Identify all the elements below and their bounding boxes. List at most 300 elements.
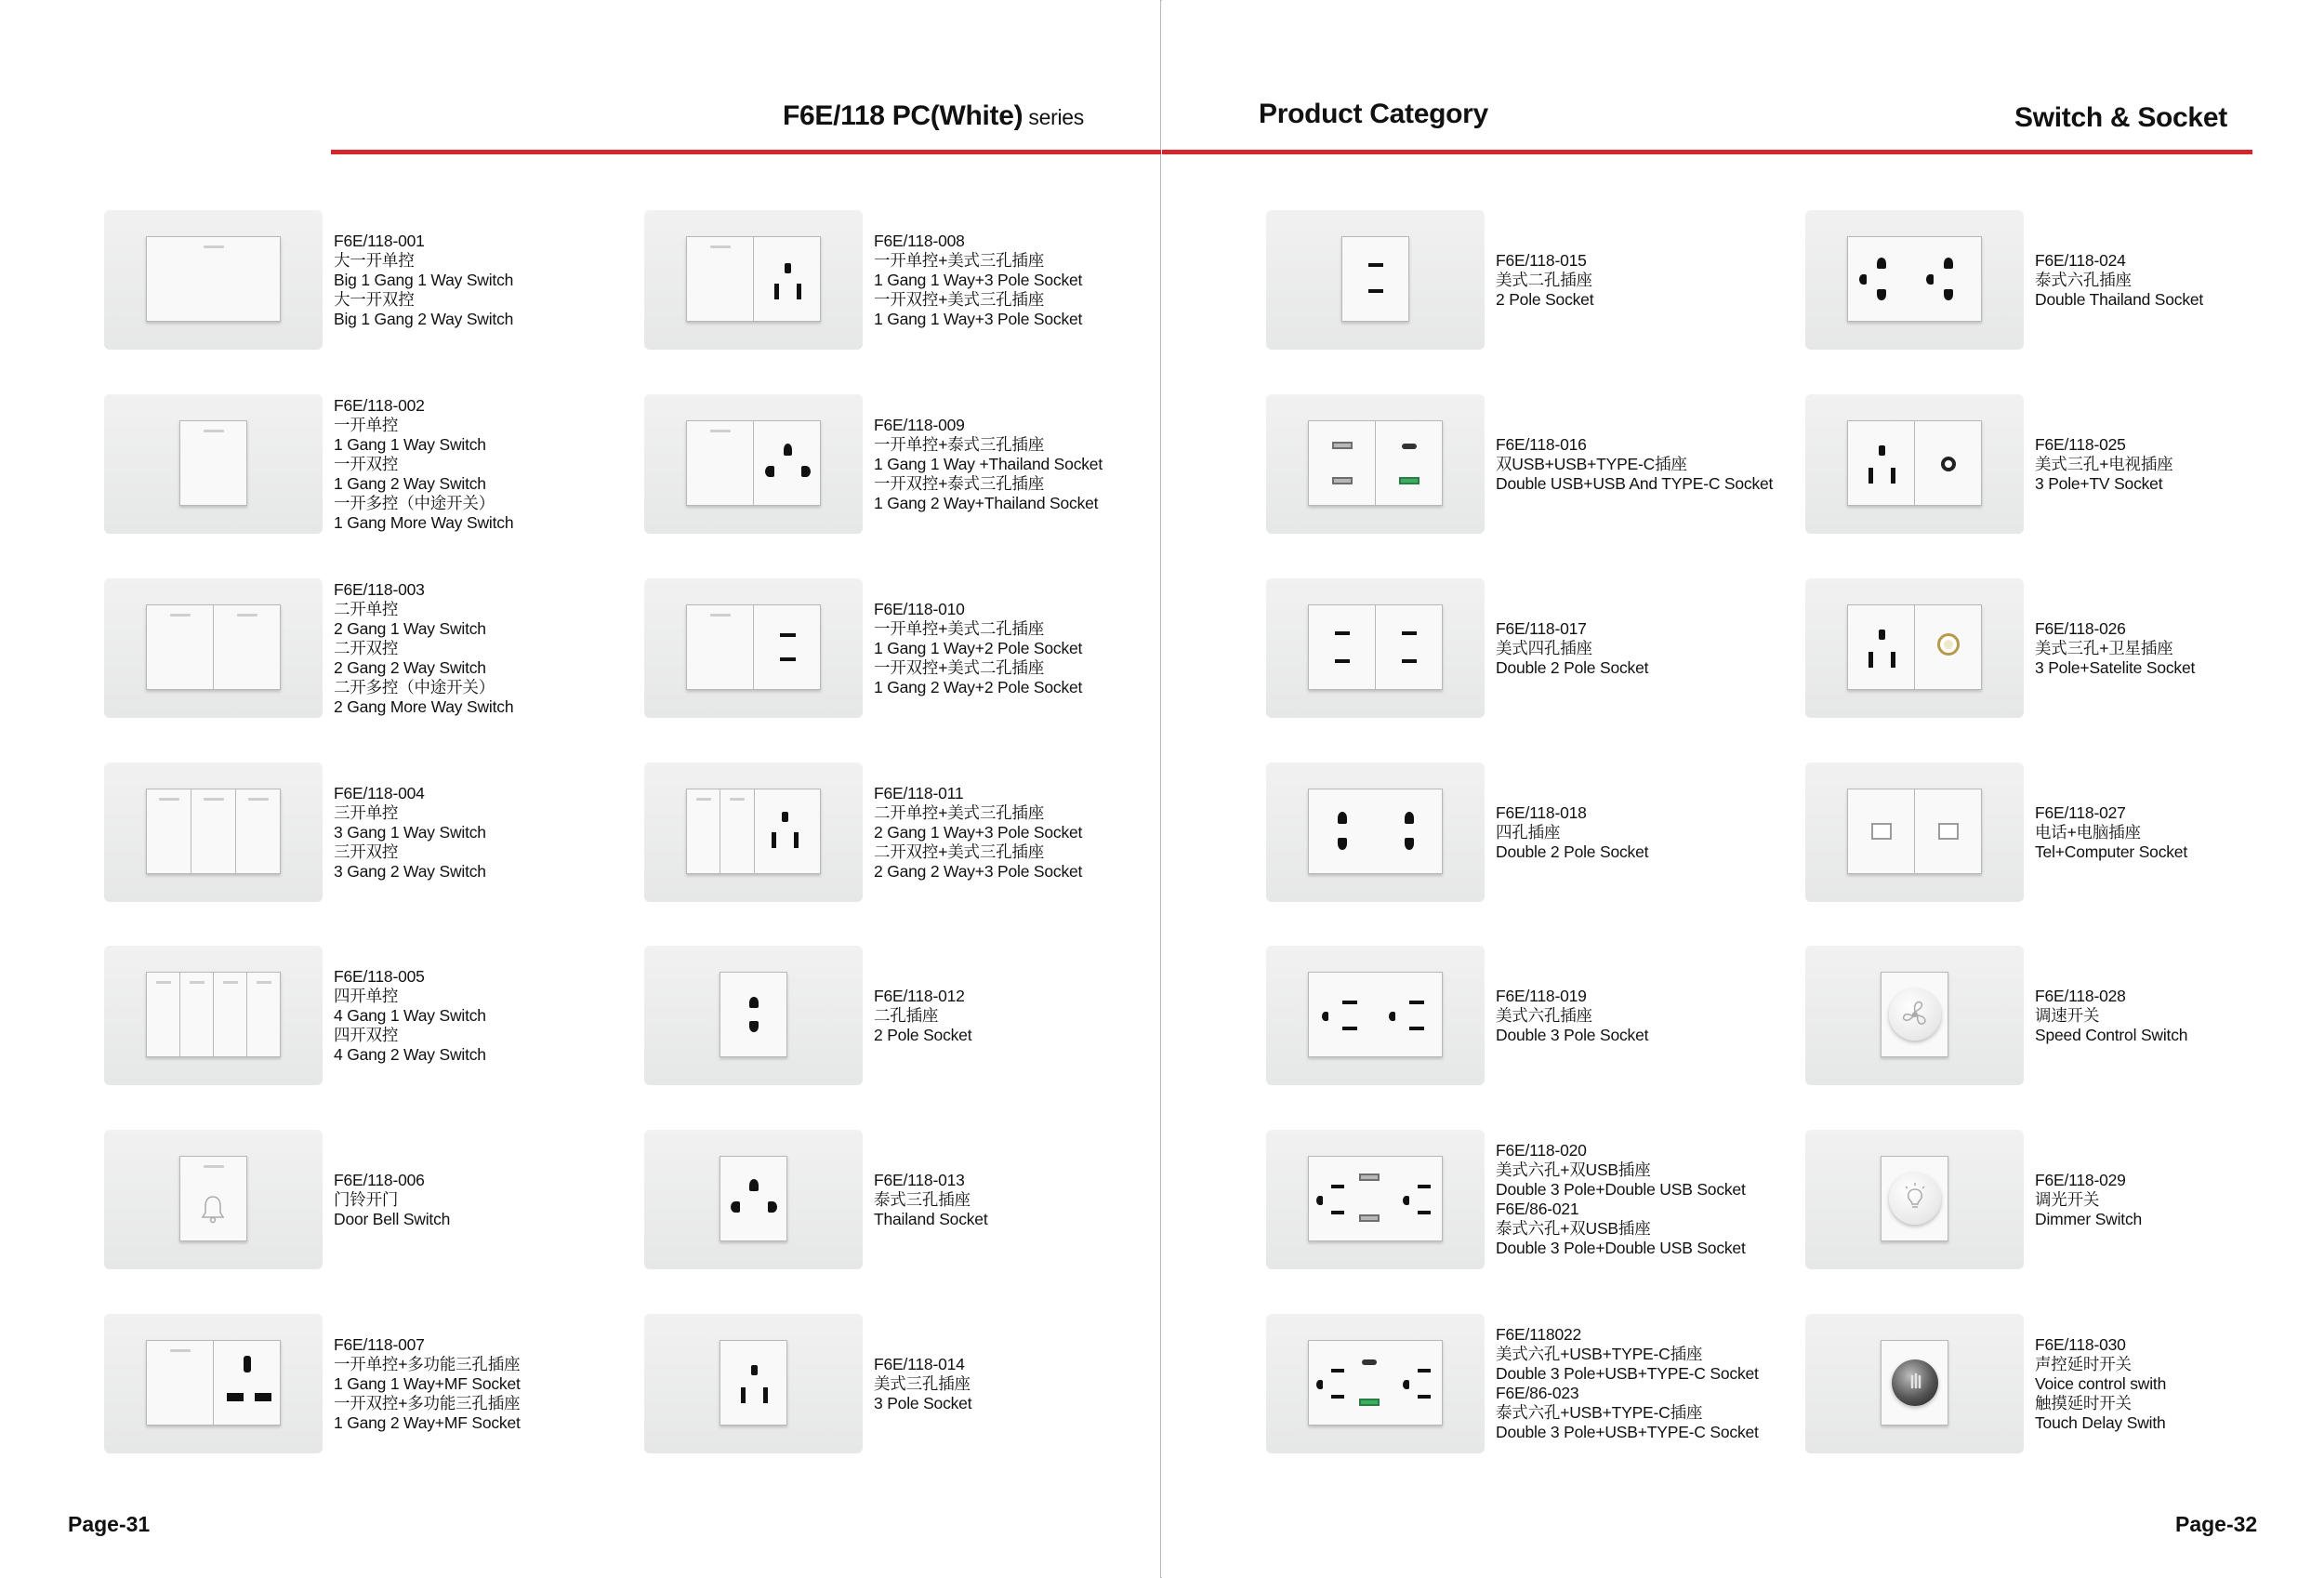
product-line: F6E/118-019: [1496, 986, 1587, 1005]
product-line: 一开双控: [334, 454, 399, 473]
tv-jack-icon: [1941, 457, 1956, 471]
socket-pin-icon: [1868, 652, 1873, 668]
usb-port-icon: [1359, 1399, 1380, 1406]
switch-plate: [146, 604, 281, 690]
product-info: [334, 946, 631, 1085]
product-line: Tel+Computer Socket: [2035, 842, 2187, 861]
socket-pin-icon: [1331, 1185, 1344, 1188]
socket-satellite-plate: [1847, 604, 1982, 690]
socket-pin-icon: [1418, 1211, 1431, 1214]
product-card[interactable]: [1266, 762, 1787, 902]
product-line: 美式三孔+电视插座: [2035, 454, 2173, 473]
product-image: [1266, 394, 1485, 534]
big-switch-plate: [146, 236, 281, 322]
socket-pin-icon: [1403, 1380, 1409, 1389]
product-line: 美式六孔插座: [1496, 1005, 1592, 1025]
product-info: [1496, 1314, 1793, 1453]
product-line: 一开单控+多功能三孔插座: [334, 1354, 521, 1373]
socket-pin-icon: [765, 466, 774, 477]
usb-socket-plate: [1308, 1340, 1443, 1426]
product-line: F6E/118-005: [334, 966, 425, 986]
product-line: Double USB+USB And TYPE-C Socket: [1496, 473, 1774, 493]
product-info: [2035, 1130, 2324, 1269]
product-card[interactable]: [1805, 578, 2324, 718]
speed-control-plate: [1881, 972, 1948, 1057]
product-card[interactable]: [1266, 1130, 1787, 1269]
product-line: 二开单控: [334, 599, 399, 618]
product-info: [1496, 394, 1793, 534]
product-line: F6E/118-025: [2035, 434, 2126, 454]
product-line: F6E/118-006: [334, 1170, 425, 1189]
socket-pin-icon: [1316, 1196, 1323, 1205]
product-image: [104, 1314, 323, 1453]
product-line: 1 Gang 1 Way+2 Pole Socket: [874, 638, 1083, 657]
socket-pin-icon: [1368, 263, 1383, 267]
product-card[interactable]: [1266, 578, 1787, 718]
socket-pin-icon: [1389, 1012, 1395, 1021]
product-card[interactable]: [644, 1314, 1165, 1453]
product-line: F6E/118-028: [2035, 986, 2126, 1005]
product-card[interactable]: [644, 1130, 1165, 1269]
series-suffix: series: [1023, 105, 1084, 129]
product-line: F6E/118-014: [874, 1354, 965, 1373]
product-line: 美式六孔+双USB插座: [1496, 1160, 1651, 1179]
product-info: [334, 394, 631, 534]
product-image: [1266, 1130, 1485, 1269]
socket-pin-icon: [1402, 631, 1417, 635]
product-line: F6E/118-008: [874, 231, 965, 250]
doorbell-plate: [179, 1156, 247, 1241]
socket-pin-icon: [780, 657, 796, 661]
typec-port-icon: [1402, 444, 1417, 449]
product-info: [2035, 762, 2324, 902]
product-line: Door Bell Switch: [334, 1209, 451, 1228]
product-card[interactable]: [104, 394, 625, 534]
product-card[interactable]: [1805, 210, 2324, 350]
product-line: 泰式六孔插座: [2035, 270, 2132, 289]
product-card[interactable]: [1805, 762, 2324, 902]
dial-knob: [1889, 1173, 1941, 1225]
product-image: [1266, 578, 1485, 718]
socket-plate: [1308, 789, 1443, 874]
socket-plate: [1847, 236, 1982, 322]
product-card[interactable]: [104, 578, 625, 718]
socket-pin-icon: [1331, 1395, 1344, 1399]
product-line: 1 Gang 1 Way+3 Pole Socket: [874, 309, 1083, 328]
product-image: [1266, 946, 1485, 1085]
product-info: [1496, 762, 1793, 902]
product-line: Double 3 Pole Socket: [1496, 1025, 1649, 1044]
product-line: 2 Gang 1 Way Switch: [334, 618, 486, 638]
socket-pin-icon: [751, 1365, 758, 1375]
product-line: 美式四孔插座: [1496, 638, 1592, 657]
product-line: 一开双控+多功能三孔插座: [334, 1393, 521, 1412]
product-info: [874, 394, 1171, 534]
product-line: F6E/118-011: [874, 783, 964, 802]
product-card[interactable]: [1805, 394, 2324, 534]
socket-plate: [1308, 604, 1443, 690]
product-line: 声控延时开关: [2035, 1354, 2132, 1373]
product-line: F6E/118-029: [2035, 1170, 2126, 1189]
product-image: [1266, 762, 1485, 902]
socket-pin-icon: [774, 284, 779, 299]
product-info: [334, 578, 631, 718]
product-line: F6E/118-027: [2035, 802, 2126, 822]
socket-pin-icon: [244, 1356, 251, 1372]
product-card[interactable]: [1805, 1314, 2324, 1453]
product-image: [644, 1130, 863, 1269]
product-line: 二开多控（中途开关）: [334, 677, 495, 696]
voice-touch-plate: [1881, 1340, 1948, 1426]
product-line: 2 Pole Socket: [874, 1025, 972, 1044]
product-line: Speed Control Switch: [2035, 1025, 2188, 1044]
product-line: 3 Gang 1 Way Switch: [334, 822, 486, 842]
product-line: 一开双控+美式三孔插座: [874, 289, 1045, 309]
series-title: F6E/118 PC(White) series: [783, 100, 1084, 131]
product-line: Voice control swith: [2035, 1373, 2167, 1393]
product-line: 2 Gang 2 Way Switch: [334, 657, 486, 677]
product-line: 大一开单控: [334, 250, 415, 270]
product-line: Double 3 Pole+USB+TYPE-C Socket: [1496, 1423, 1759, 1441]
product-line: Double Thailand Socket: [2035, 289, 2204, 309]
header-rule-left: [331, 150, 1161, 154]
socket-pin-icon: [768, 1201, 777, 1213]
product-line: 四开单控: [334, 986, 399, 1005]
product-line: F6E/118-007: [334, 1334, 425, 1354]
product-line: 一开单控: [334, 415, 399, 434]
product-info: [2035, 1314, 2324, 1453]
product-image: [1805, 1130, 2024, 1269]
socket-pin-icon: [749, 1021, 759, 1032]
product-card[interactable]: [644, 946, 1165, 1085]
socket-pin-icon: [785, 263, 791, 273]
product-line: 2 Gang 1 Way+3 Pole Socket: [874, 822, 1083, 842]
usb-port-icon: [1332, 442, 1353, 449]
switch-socket-plate: [686, 420, 821, 506]
product-line: 1 Gang 1 Way+3 Pole Socket: [874, 270, 1083, 289]
product-image: [1805, 946, 2024, 1085]
product-card[interactable]: [104, 210, 625, 350]
product-card[interactable]: [644, 762, 1165, 902]
product-card[interactable]: [104, 946, 625, 1085]
socket-pin-icon: [1409, 1001, 1424, 1004]
socket-plate: [1341, 236, 1409, 322]
product-image: [644, 394, 863, 534]
switch-plate: [146, 789, 281, 874]
socket-pin-icon: [797, 284, 801, 299]
product-line: 大一开双控: [334, 289, 415, 309]
usb-socket-plate: [1308, 420, 1443, 506]
product-image: [644, 762, 863, 902]
product-info: [334, 1130, 631, 1269]
product-card[interactable]: [104, 762, 625, 902]
socket-pin-icon: [1403, 1196, 1409, 1205]
socket-pin-icon: [1342, 1027, 1357, 1030]
product-image: [1805, 210, 2024, 350]
socket-pin-icon: [1877, 258, 1886, 269]
product-info: [334, 762, 631, 902]
product-line: 三开双控: [334, 842, 399, 861]
usb-port-icon: [1359, 1174, 1380, 1181]
product-card[interactable]: [104, 1130, 625, 1269]
product-line: F6E/118-026: [2035, 618, 2126, 638]
product-line: F6E/118-024: [2035, 250, 2126, 270]
product-line: 门铃开门: [334, 1189, 399, 1209]
header-rule-right: [1162, 150, 2252, 154]
socket-pin-icon: [801, 466, 811, 477]
page-number-left: Page-31: [68, 1512, 151, 1536]
product-image: [1805, 394, 2024, 534]
product-line: Thailand Socket: [874, 1209, 988, 1228]
product-line: 美式六孔+USB+TYPE-C插座: [1496, 1345, 1703, 1363]
usb-socket-plate: [1308, 1156, 1443, 1241]
product-line: Dimmer Switch: [2035, 1209, 2143, 1228]
product-line: 1 Gang 1 Way +Thailand Socket: [874, 454, 1103, 473]
socket-pin-icon: [1405, 838, 1414, 850]
bell-icon: [199, 1194, 227, 1224]
product-info: [874, 762, 1171, 902]
product-line: 3 Gang 2 Way Switch: [334, 861, 486, 881]
socket-pin-icon: [763, 1387, 768, 1403]
product-line: 3 Pole+Satelite Socket: [2035, 657, 2196, 677]
socket-plate: [720, 972, 787, 1057]
product-line: F6E/118-018: [1496, 802, 1587, 822]
product-image: [104, 946, 323, 1085]
product-card[interactable]: [644, 210, 1165, 350]
product-image: [644, 578, 863, 718]
product-card[interactable]: [1266, 210, 1787, 350]
touch-icon: [1892, 1359, 1938, 1406]
product-card[interactable]: [104, 1314, 625, 1453]
socket-pin-icon: [1405, 812, 1414, 824]
socket-plate: [720, 1340, 787, 1426]
product-line: F6E/118-010: [874, 599, 965, 618]
product-line: F6E/118-015: [1496, 250, 1587, 270]
product-image: [644, 1314, 863, 1453]
product-line: 2 Pole Socket: [1496, 289, 1594, 309]
product-line: 二开双控: [334, 638, 399, 657]
product-line: F6E/118-012: [874, 986, 965, 1005]
usb-port-icon: [1332, 477, 1353, 484]
product-line: Double 2 Pole Socket: [1496, 657, 1649, 677]
switch-socket-plate: [686, 236, 821, 322]
socket-pin-icon: [1926, 274, 1934, 285]
socket-pin-icon: [1879, 630, 1885, 640]
socket-pin-icon: [1418, 1185, 1431, 1188]
product-line: 1 Gang 2 Way+2 Pole Socket: [874, 677, 1083, 696]
network-jack-icon: [1938, 823, 1959, 840]
product-line: 4 Gang 1 Way Switch: [334, 1005, 486, 1025]
product-line: Touch Delay Swith: [2035, 1412, 2166, 1432]
socket-pin-icon: [1879, 445, 1885, 456]
bulb-icon: [1889, 1173, 1941, 1225]
socket-pin-icon: [1316, 1380, 1323, 1389]
product-card[interactable]: [1266, 1314, 1787, 1453]
usb-port-icon: [1399, 477, 1419, 484]
product-line: 1 Gang More Way Switch: [334, 512, 514, 532]
product-line: 二孔插座: [874, 1005, 939, 1025]
product-card[interactable]: [644, 578, 1165, 718]
product-line: F6E/86-021: [1496, 1200, 1579, 1218]
product-line: F6E/118-001: [334, 231, 425, 250]
product-info: [874, 578, 1171, 718]
switch-socket-plate: [146, 1340, 281, 1426]
product-line: 1 Gang 2 Way Switch: [334, 473, 486, 493]
dial-knob: [1889, 988, 1941, 1041]
product-line: 二开双控+美式三孔插座: [874, 842, 1045, 861]
product-info: [1496, 946, 1793, 1085]
socket-pin-icon: [741, 1387, 746, 1403]
product-image: [644, 210, 863, 350]
product-card[interactable]: [1266, 394, 1787, 534]
typec-port-icon: [1362, 1359, 1377, 1365]
product-line: 3 Pole Socket: [874, 1393, 972, 1412]
switch-socket-plate: [686, 789, 821, 874]
product-line: F6E/86-023: [1496, 1384, 1579, 1402]
switch-plate: [146, 972, 281, 1057]
socket-pin-icon: [749, 997, 759, 1008]
product-image: [1805, 1314, 2024, 1453]
product-line: 一开单控+泰式三孔插座: [874, 434, 1045, 454]
product-line: F6E/118022: [1496, 1325, 1582, 1344]
product-image: [104, 1130, 323, 1269]
product-info: [2035, 946, 2324, 1085]
product-image: [1266, 1314, 1485, 1453]
product-info: [2035, 578, 2324, 718]
product-card[interactable]: [1805, 946, 2324, 1085]
product-info: [874, 1314, 1171, 1453]
switch-socket-plate: [686, 604, 821, 690]
socket-pin-icon: [1338, 838, 1347, 850]
socket-pin-icon: [1944, 289, 1953, 300]
fan-icon: [1889, 988, 1941, 1041]
product-line: Big 1 Gang 2 Way Switch: [334, 309, 514, 328]
product-line: F6E/118-004: [334, 783, 425, 802]
section-title: Switch & Socket: [2014, 102, 2227, 133]
product-line: 美式二孔插座: [1496, 270, 1592, 289]
product-info: [334, 1314, 631, 1453]
product-line: 2 Gang 2 Way+3 Pole Socket: [874, 861, 1083, 881]
product-info: [874, 210, 1171, 350]
product-line: 触摸延时开关: [2035, 1393, 2132, 1412]
socket-pin-icon: [784, 444, 792, 456]
product-line: 四孔插座: [1496, 822, 1561, 842]
product-info: [1496, 578, 1793, 718]
product-line: 泰式六孔+双USB插座: [1496, 1219, 1651, 1238]
product-line: Double 2 Pole Socket: [1496, 842, 1649, 861]
socket-pin-icon: [749, 1179, 759, 1191]
product-line: 美式三孔插座: [874, 1373, 971, 1393]
socket-pin-icon: [1868, 468, 1873, 484]
product-line: 泰式三孔插座: [874, 1189, 971, 1209]
product-line: F6E/118-003: [334, 579, 425, 599]
product-line: 调速开关: [2035, 1005, 2100, 1025]
product-card[interactable]: [1266, 946, 1787, 1085]
socket-pin-icon: [227, 1393, 244, 1401]
product-line: F6E/118-020: [1496, 1141, 1587, 1160]
socket-pin-icon: [1331, 1369, 1344, 1372]
product-line: 四开双控: [334, 1025, 399, 1044]
socket-pin-icon: [780, 633, 796, 637]
product-line: 3 Pole+TV Socket: [2035, 473, 2163, 493]
product-info: [874, 946, 1171, 1085]
product-info: [1496, 1130, 1793, 1269]
socket-plate: [1308, 972, 1443, 1057]
product-image: [104, 394, 323, 534]
product-line: 2 Gang More Way Switch: [334, 696, 514, 716]
product-line: 1 Gang 1 Way Switch: [334, 434, 486, 454]
socket-pin-icon: [1418, 1395, 1431, 1399]
product-line: Big 1 Gang 1 Way Switch: [334, 270, 514, 289]
product-info: [1496, 210, 1793, 350]
product-line: 二开单控+美式三孔插座: [874, 802, 1045, 822]
product-line: F6E/118-016: [1496, 434, 1587, 454]
socket-pin-icon: [1331, 1211, 1344, 1214]
socket-pin-icon: [1335, 631, 1350, 635]
socket-pin-icon: [772, 832, 776, 848]
product-line: 1 Gang 2 Way+Thailand Socket: [874, 493, 1099, 512]
product-line: 双USB+USB+TYPE-C插座: [1496, 454, 1687, 473]
dimmer-plate: [1881, 1156, 1948, 1241]
socket-pin-icon: [1409, 1027, 1424, 1030]
product-line: 调光开关: [2035, 1189, 2100, 1209]
product-line: Double 3 Pole+Double USB Socket: [1496, 1180, 1746, 1199]
socket-pin-icon: [1891, 652, 1895, 668]
product-image: [1266, 210, 1485, 350]
product-image: [104, 210, 323, 350]
product-image: [1805, 578, 2024, 718]
product-card[interactable]: [1805, 1130, 2324, 1269]
product-card[interactable]: [644, 394, 1165, 534]
touch-sensor: [1892, 1359, 1938, 1406]
product-line: 1 Gang 2 Way+MF Socket: [334, 1412, 521, 1432]
category-title: Product Category: [1259, 99, 1488, 129]
satellite-jack-icon: [1937, 633, 1960, 656]
socket-pin-icon: [1418, 1369, 1431, 1372]
socket-pin-icon: [1322, 1012, 1328, 1021]
switch-plate: [179, 420, 247, 506]
product-line: 一开单控+美式二孔插座: [874, 618, 1045, 638]
tel-computer-plate: [1847, 789, 1982, 874]
product-line: Double 3 Pole+USB+TYPE-C Socket: [1496, 1364, 1759, 1383]
product-info: [2035, 394, 2324, 534]
socket-pin-icon: [1338, 812, 1347, 824]
product-line: Double 3 Pole+Double USB Socket: [1496, 1239, 1746, 1257]
socket-pin-icon: [1368, 289, 1383, 293]
product-line: 一开单控+美式三孔插座: [874, 250, 1045, 270]
page-number-right: Page-32: [2175, 1512, 2258, 1536]
socket-pin-icon: [794, 832, 799, 848]
product-line: 泰式六孔+USB+TYPE-C插座: [1496, 1403, 1703, 1422]
product-image: [104, 578, 323, 718]
product-line: 4 Gang 2 Way Switch: [334, 1044, 486, 1064]
socket-pin-icon: [1891, 468, 1895, 484]
socket-pin-icon: [1402, 659, 1417, 663]
product-line: 三开单控: [334, 802, 399, 822]
product-image: [1805, 762, 2024, 902]
product-info: [2035, 210, 2324, 350]
product-info: [874, 1130, 1171, 1269]
product-line: F6E/118-017: [1496, 618, 1587, 638]
socket-pin-icon: [782, 812, 788, 822]
product-line: 一开多控（中途开关）: [334, 493, 495, 512]
socket-pin-icon: [255, 1393, 271, 1401]
product-line: F6E/118-030: [2035, 1334, 2126, 1354]
product-line: F6E/118-009: [874, 415, 965, 434]
phone-jack-icon: [1871, 823, 1892, 840]
product-line: 电话+电脑插座: [2035, 822, 2141, 842]
product-line: 1 Gang 1 Way+MF Socket: [334, 1373, 521, 1393]
